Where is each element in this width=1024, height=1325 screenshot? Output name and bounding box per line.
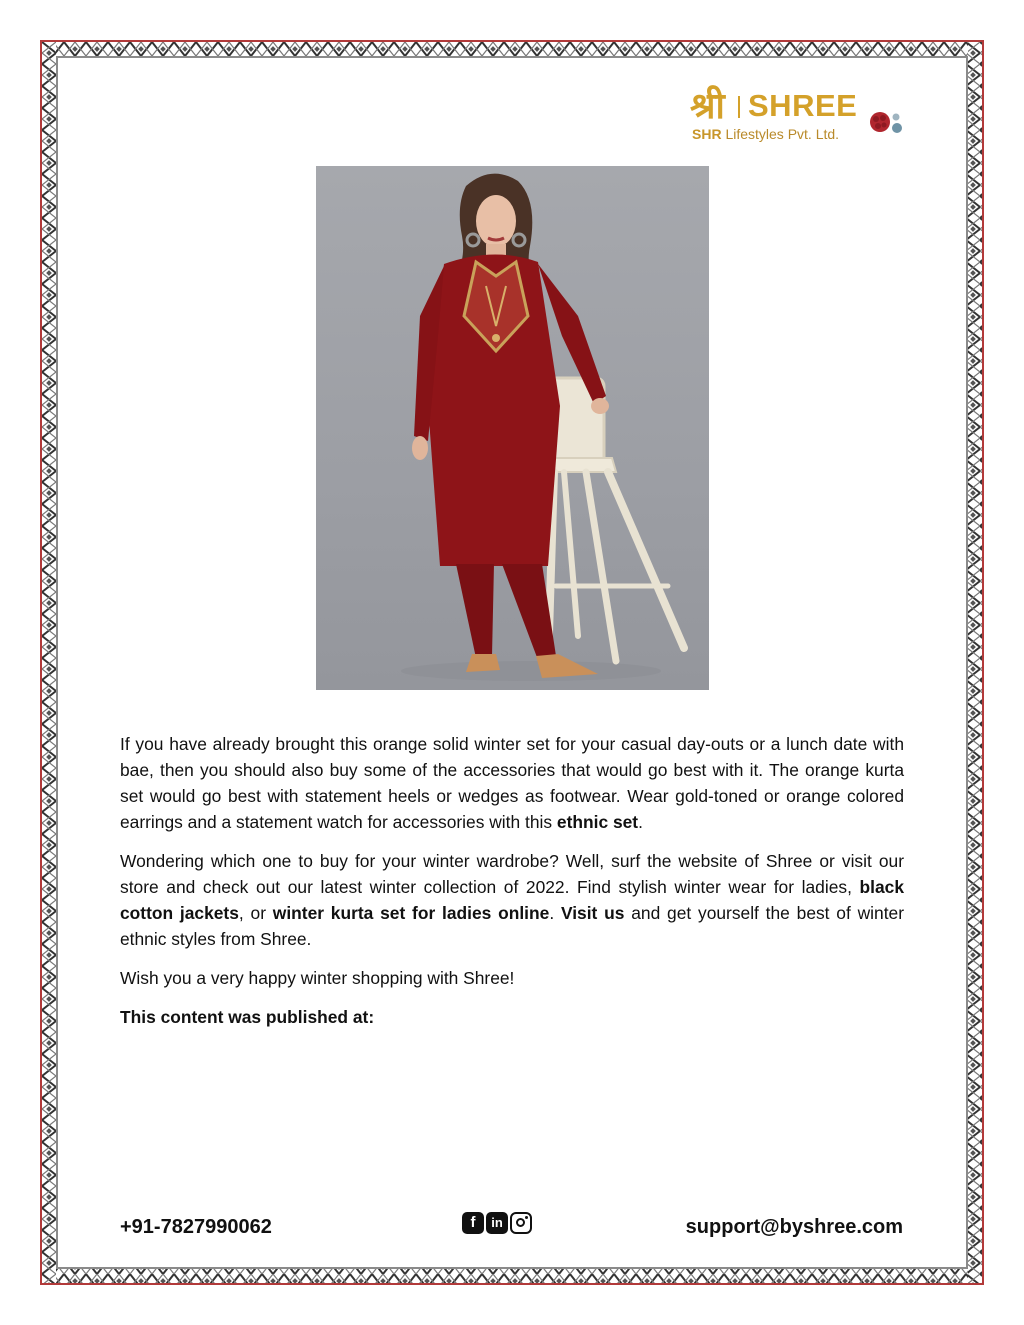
article-body <box>120 731 904 1043</box>
paragraph-winter-collection <box>120 848 904 952</box>
paragraph-closing: Wish you a very happy winter shopping with Shree! <box>120 968 515 988</box>
visit-us-link[interactable]: Visit us <box>560 903 625 923</box>
footer-email[interactable]: support@byshree.com <box>685 1216 903 1238</box>
ethnic-set-emphasis: ethnic set <box>556 812 639 832</box>
logo-company-abbr: SHR <box>692 126 722 142</box>
paragraph-accessories <box>120 731 904 835</box>
logo-company-rest: Lifestyles Pvt. Ltd. <box>721 126 840 142</box>
brand-logo <box>690 86 910 150</box>
paragraph-text: Wondering which one to buy for your winter wardrobe? Well, surf the website of Shree or visit our store and check out our latest winter collection of 2022. Find stylish winter wear for ladies, <box>120 851 904 897</box>
linkedin-icon[interactable]: in <box>486 1212 508 1234</box>
logo-devanagari-text: श्री <box>690 85 725 127</box>
winter-kurta-set-link[interactable]: winter kurta set for ladies online <box>272 903 550 923</box>
paragraph-text: , or <box>238 903 273 923</box>
paragraph-text: . <box>549 903 561 923</box>
woman-in-red-kurta-illustration <box>316 166 709 690</box>
flower-dots-icon <box>868 108 908 138</box>
facebook-icon[interactable]: f <box>462 1212 484 1234</box>
social-links <box>462 1212 532 1236</box>
published-at-label: This content was published at: <box>120 1007 375 1027</box>
paragraph-punctuation: . <box>638 812 643 832</box>
paragraph-text: and get yourself the best of winter ethnic styles from Shree. <box>120 903 904 949</box>
product-photo <box>316 166 709 690</box>
white-stool-icon <box>546 378 684 666</box>
black-cotton-jackets-link[interactable]: black cotton jackets <box>120 877 904 923</box>
footer-phone[interactable]: +91-7827990062 <box>120 1216 272 1238</box>
logo-divider <box>738 96 740 118</box>
instagram-icon[interactable] <box>510 1212 532 1234</box>
logo-company-name <box>692 126 839 142</box>
paragraph-text: If you have already brought this orange solid winter set for your casual day-outs or a lunch date with bae, then you should also buy some of the accessories that would go best with it. The orange kurta set would go best with statement heels or wedges as footwear. Wear gold-toned or orange colored earrings and a statement watch for accessories with this <box>120 734 904 832</box>
logo-brand-name: SHREE <box>748 88 858 123</box>
